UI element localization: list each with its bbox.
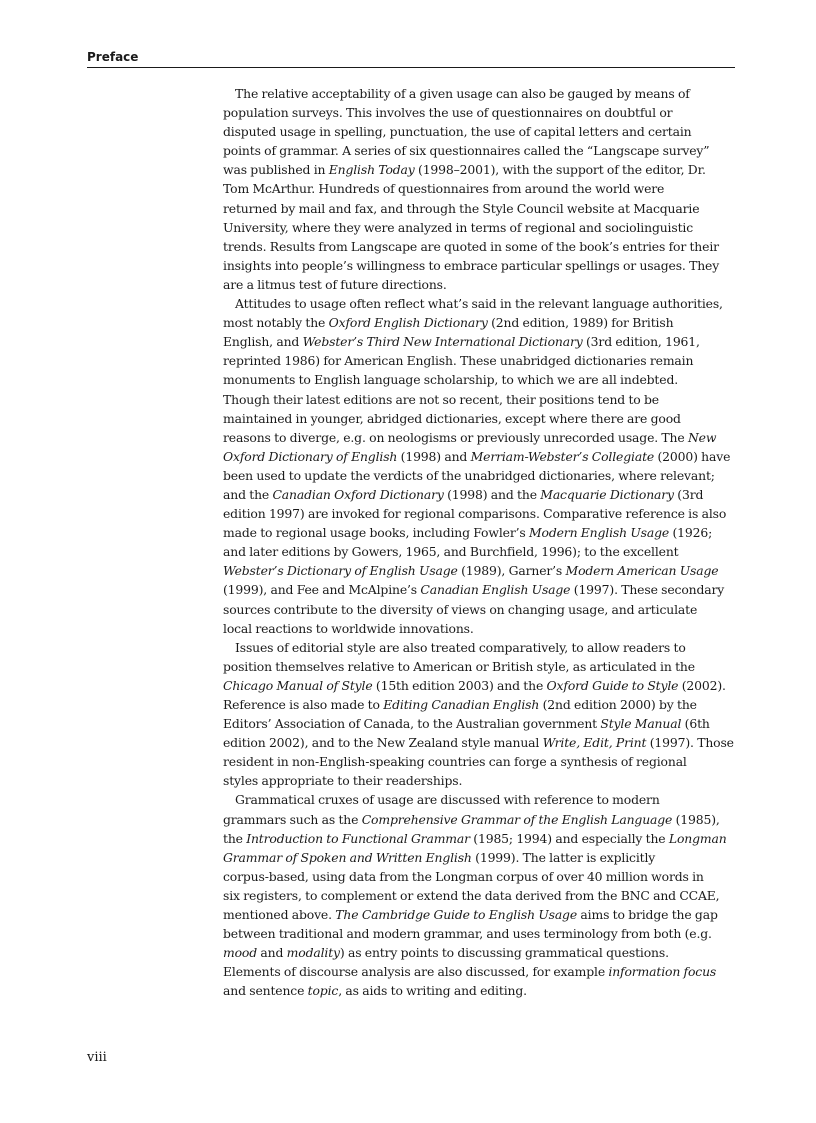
text-run: are a litmus test of future directions. bbox=[223, 276, 447, 292]
text-run: (1998) and the bbox=[443, 486, 541, 502]
text-run: disputed usage in spelling, punctuation, the use of capital letters and certain bbox=[223, 124, 692, 140]
text-line bbox=[223, 848, 736, 867]
text-line bbox=[223, 84, 736, 103]
text-line bbox=[223, 867, 736, 886]
text-run: English, and bbox=[223, 334, 303, 350]
page-number: viii bbox=[87, 1050, 107, 1065]
text-run: (2nd edition, 1989) for British bbox=[487, 315, 674, 331]
text-run: most notably the bbox=[223, 315, 329, 331]
text-run: population surveys. This involves the use of questionnaires on doubtful or bbox=[223, 105, 673, 121]
text-line bbox=[223, 275, 736, 294]
text-run: Editors’ Association of Canada, to the Australian government bbox=[223, 716, 601, 732]
text-run: been used to update the verdicts of the unabridged dictionaries, where relevant; bbox=[223, 467, 715, 483]
text-run: between traditional and modern grammar, and uses terminology from both (e.g. bbox=[223, 926, 712, 942]
italic-title: Introduction to Functional Grammar bbox=[246, 830, 470, 846]
text-run: and the bbox=[223, 486, 273, 502]
text-line bbox=[223, 657, 736, 676]
italic-title: Modern English Usage bbox=[528, 525, 670, 541]
text-run: edition 2002), and to the New Zealand style manual bbox=[223, 735, 543, 751]
italic-title: English Today bbox=[328, 162, 415, 178]
text-run: grammars such as the bbox=[223, 811, 362, 827]
text-run: resident in non-English-speaking countries can forge a synthesis of regional bbox=[223, 754, 687, 770]
italic-title: information focus bbox=[608, 964, 717, 980]
text-line bbox=[223, 714, 736, 733]
paragraph bbox=[223, 294, 736, 638]
text-run: (3rd bbox=[673, 486, 704, 502]
text-run: insights into people’s willingness to embrace particular spellings or usages. They bbox=[223, 257, 720, 273]
text-run: (1926; bbox=[669, 525, 713, 541]
text-run: and bbox=[257, 945, 287, 961]
text-run: edition 1997) are invoked for regional comparisons. Comparative reference is also bbox=[223, 506, 727, 522]
text-line bbox=[223, 771, 736, 790]
text-line bbox=[223, 752, 736, 771]
text-run: (2002). bbox=[678, 677, 726, 693]
text-line bbox=[223, 962, 736, 981]
paragraph bbox=[223, 638, 736, 791]
text-line bbox=[223, 351, 736, 370]
text-line bbox=[223, 179, 736, 198]
italic-title: Grammar of Spoken and Written English bbox=[223, 849, 472, 865]
italic-title: Longman bbox=[668, 830, 727, 846]
text-run: was published in bbox=[223, 162, 329, 178]
text-line bbox=[223, 943, 736, 962]
text-run: (1998) and bbox=[397, 448, 471, 464]
text-run: Grammatical cruxes of usage are discussed with reference to modern bbox=[235, 792, 660, 808]
text-line bbox=[223, 390, 736, 409]
text-run: (2nd edition 2000) by the bbox=[539, 697, 697, 712]
text-run: (2000) have bbox=[654, 448, 731, 464]
paragraph bbox=[223, 790, 736, 1000]
italic-title: Merriam-Webster’s Collegiate bbox=[470, 448, 655, 464]
text-run: local reactions to worldwide innovations. bbox=[223, 620, 474, 636]
text-run: styles appropriate to their readerships. bbox=[223, 773, 463, 789]
text-run: maintained in younger, abridged dictionaries, except where there are good bbox=[223, 410, 681, 426]
text-run: (1997). Those bbox=[646, 735, 734, 751]
text-line bbox=[223, 676, 736, 695]
text-run: (1999). The latter is explicitly bbox=[471, 849, 656, 865]
italic-title: Style Manual bbox=[600, 716, 682, 732]
text-run: Attitudes to usage often reflect what’s said in the relevant language authorities, bbox=[235, 296, 723, 312]
text-run: reprinted 1986) for American English. These unabridged dictionaries remain bbox=[223, 353, 694, 369]
text-run: Though their latest editions are not so recent, their positions tend to be bbox=[223, 391, 659, 407]
text-line bbox=[223, 428, 736, 447]
text-run: Tom McArthur. Hundreds of questionnaires from around the world were bbox=[223, 181, 665, 197]
italic-title: Comprehensive Grammar of the English Language bbox=[361, 811, 673, 827]
text-line bbox=[223, 523, 736, 542]
text-run: trends. Results from Langscape are quoted in some of the book’s entries for their bbox=[223, 238, 719, 254]
italic-title: Webster’s Third New International Dictionary bbox=[302, 334, 583, 350]
text-run: (3rd edition, 1961, bbox=[582, 334, 700, 350]
text-run: Elements of discourse analysis are also discussed, for example bbox=[223, 964, 609, 980]
text-run: (1985; 1994) and especially the bbox=[469, 830, 669, 846]
body-text bbox=[223, 84, 736, 1001]
text-line bbox=[223, 580, 736, 599]
text-line bbox=[223, 294, 736, 313]
italic-title: Oxford Dictionary of English bbox=[223, 448, 398, 464]
text-run: Issues of editorial style are also treated comparatively, to allow readers to bbox=[235, 639, 686, 655]
text-line bbox=[223, 790, 736, 809]
text-run: and later editions by Gowers, 1965, and Burchfield, 1996); to the excellent bbox=[223, 544, 679, 560]
text-run: and sentence bbox=[223, 983, 308, 999]
italic-title: The Cambridge Guide to English Usage bbox=[335, 907, 578, 923]
italic-title: Oxford Guide to Style bbox=[546, 677, 679, 693]
header-rule bbox=[87, 67, 735, 68]
text-line bbox=[223, 619, 736, 638]
text-line bbox=[223, 466, 736, 485]
text-run: returned by mail and fax, and through the Style Council website at Macquarie bbox=[223, 200, 700, 216]
text-line bbox=[223, 829, 736, 848]
paragraph bbox=[223, 84, 736, 294]
text-run: reasons to diverge, e.g. on neologisms or previously unrecorded usage. The bbox=[223, 429, 688, 445]
text-run: University, where they were analyzed in terms of regional and sociolinguistic bbox=[223, 219, 694, 235]
italic-title: Canadian Oxford Dictionary bbox=[272, 486, 444, 502]
text-line bbox=[223, 447, 736, 466]
text-line bbox=[223, 313, 736, 332]
text-line bbox=[223, 695, 736, 714]
text-run: mentioned above. bbox=[223, 907, 336, 923]
text-run: (15th edition 2003) and the bbox=[372, 677, 547, 693]
text-line bbox=[223, 370, 736, 389]
italic-title: Canadian English Usage bbox=[420, 582, 571, 598]
italic-title: mood bbox=[223, 945, 258, 961]
text-line bbox=[223, 332, 736, 351]
text-run: The relative acceptability of a given usage can also be gauged by means of bbox=[235, 86, 690, 101]
text-run: , as aids to writing and editing. bbox=[338, 983, 527, 999]
italic-title: Macquarie Dictionary bbox=[540, 486, 674, 502]
text-run: sources contribute to the diversity of views on changing usage, and articulate bbox=[223, 601, 698, 617]
text-line bbox=[223, 256, 736, 275]
text-line bbox=[223, 924, 736, 943]
italic-title: topic bbox=[307, 983, 339, 999]
text-run: (1997). These secondary bbox=[570, 582, 725, 598]
text-line bbox=[223, 122, 736, 141]
text-line bbox=[223, 409, 736, 428]
text-line bbox=[223, 141, 736, 160]
text-line bbox=[223, 504, 736, 523]
running-header-title: Preface bbox=[87, 50, 139, 64]
text-line bbox=[223, 638, 736, 657]
text-line bbox=[223, 485, 736, 504]
text-line bbox=[223, 600, 736, 619]
text-run: (1985), bbox=[672, 811, 720, 827]
italic-title: Write, Edit, Print bbox=[542, 735, 647, 751]
text-run: made to regional usage books, including Fowler’s bbox=[223, 525, 529, 541]
text-line bbox=[223, 218, 736, 237]
italic-title: Modern American Usage bbox=[565, 563, 719, 579]
italic-title: New bbox=[687, 429, 717, 445]
text-line bbox=[223, 237, 736, 256]
italic-title: modality bbox=[286, 945, 340, 961]
text-line bbox=[223, 199, 736, 218]
text-run: position themselves relative to American or British style, as articulated in the bbox=[223, 658, 695, 674]
text-line bbox=[223, 810, 736, 829]
italic-title: Editing Canadian English bbox=[383, 697, 540, 712]
text-line bbox=[223, 981, 736, 1000]
italic-title: Webster’s Dictionary of English Usage bbox=[223, 563, 458, 579]
text-run: Reference is also made to bbox=[223, 697, 384, 712]
text-run: ) as entry points to discussing grammatical questions. bbox=[339, 945, 669, 961]
text-run: points of grammar. A series of six questionnaires called the “Langscape survey” bbox=[223, 143, 710, 159]
text-run: (1989), Garner’s bbox=[457, 563, 566, 579]
text-run: six registers, to complement or extend the data derived from the BNC and CCAE, bbox=[223, 887, 720, 903]
text-line bbox=[223, 905, 736, 924]
text-line bbox=[223, 542, 736, 561]
text-run: (6th bbox=[681, 716, 710, 732]
italic-title: Oxford English Dictionary bbox=[328, 315, 488, 331]
text-line bbox=[223, 561, 736, 580]
text-run: the bbox=[223, 830, 247, 846]
text-line bbox=[223, 103, 736, 122]
text-run: corpus-based, using data from the Longman corpus of over 40 million words in bbox=[223, 868, 704, 884]
text-line bbox=[223, 886, 736, 905]
text-run: monuments to English language scholarship, to which we are all indebted. bbox=[223, 372, 679, 388]
text-line bbox=[223, 733, 736, 752]
text-run: aims to bridge the gap bbox=[577, 907, 718, 923]
text-run: (1999), and Fee and McAlpine’s bbox=[223, 582, 421, 598]
italic-title: Chicago Manual of Style bbox=[223, 677, 373, 693]
text-run: (1998–2001), with the support of the editor, Dr. bbox=[414, 162, 706, 178]
text-line bbox=[223, 160, 736, 179]
